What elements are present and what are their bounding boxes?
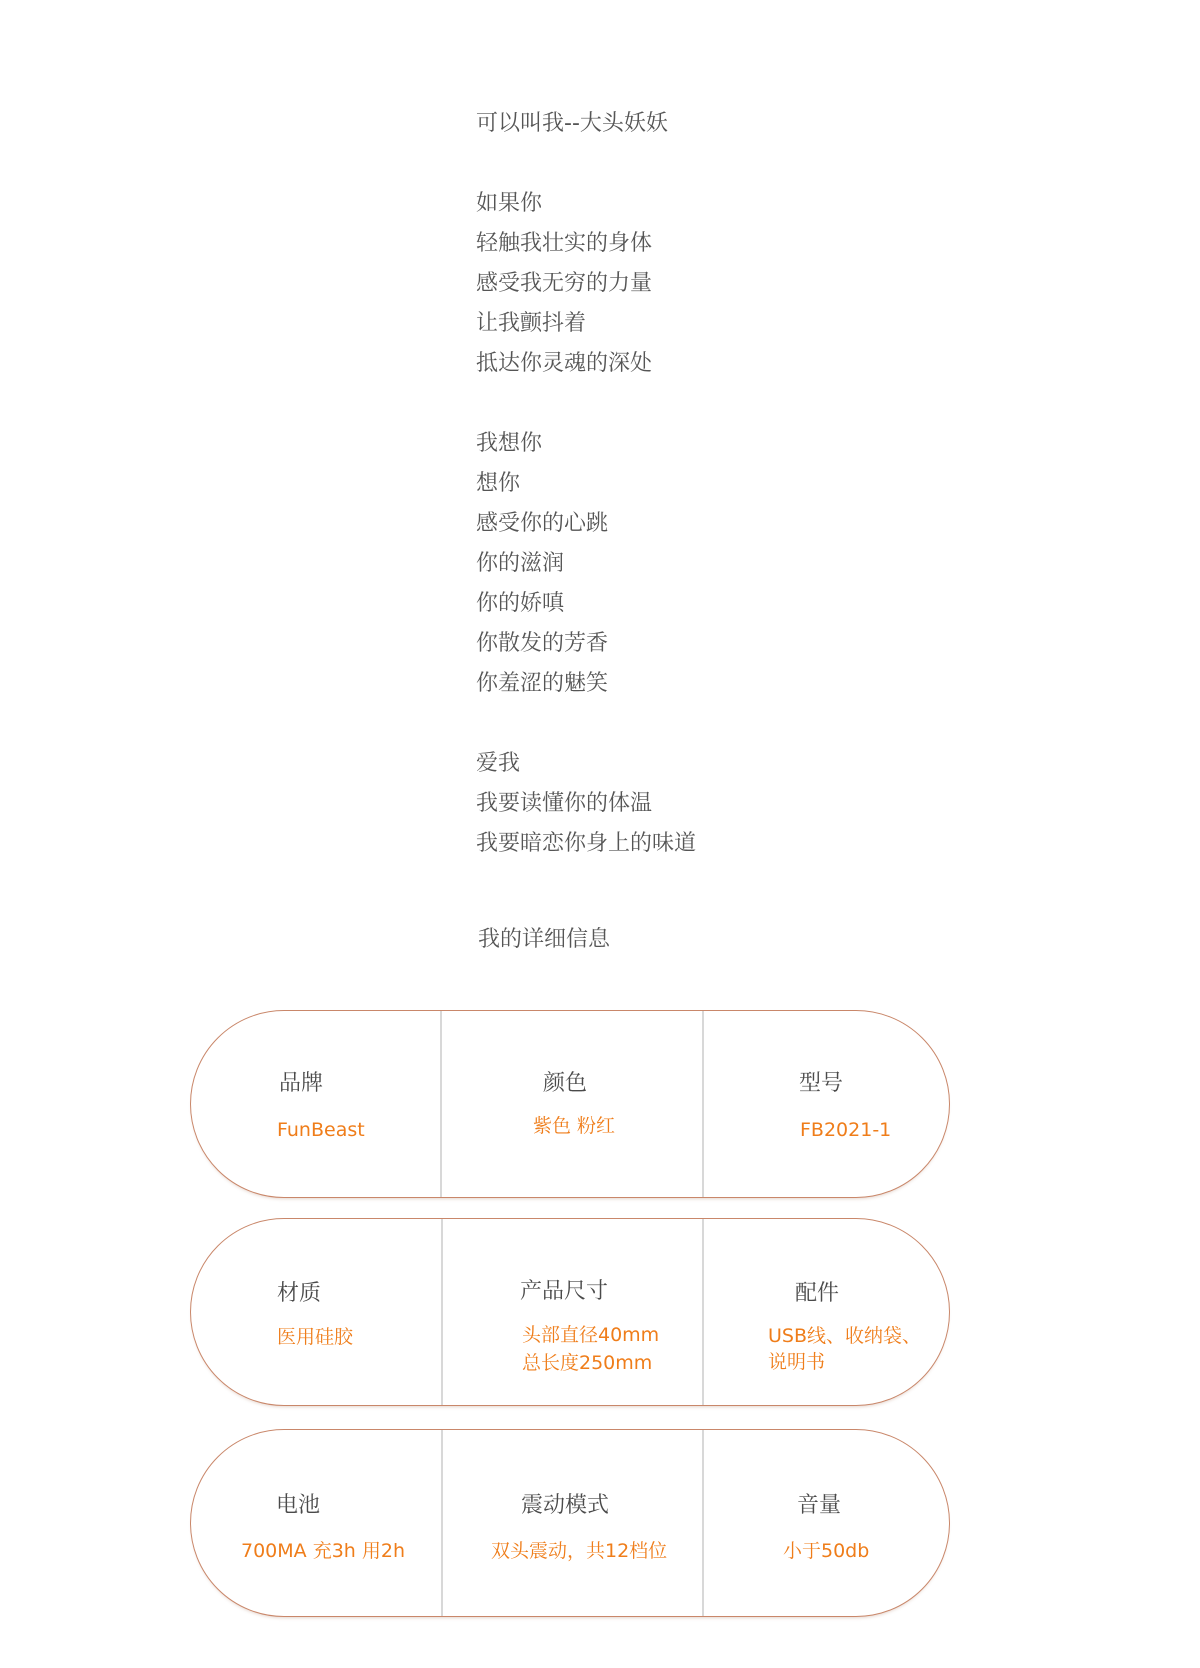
brand-label: 品牌	[279, 1071, 324, 1096]
poem-line: 你散发的芳香	[476, 631, 609, 656]
color-label: 颜色	[543, 1071, 588, 1096]
material-value: 医用硅胶	[277, 1326, 354, 1348]
poem-line: 让我颤抖着	[476, 311, 587, 336]
vibration-mode-value: 双头震动，共12档位	[491, 1540, 668, 1562]
details-row-basic	[190, 1010, 950, 1198]
column-divider	[441, 1219, 443, 1405]
poem-line: 如果你	[476, 191, 543, 216]
accessories-value-line1: USB线、收纳袋、	[768, 1325, 922, 1347]
vibration-mode-label: 震动模式	[521, 1493, 610, 1518]
poem-line: 你的娇嗔	[476, 591, 565, 616]
column-divider	[441, 1430, 443, 1616]
column-divider	[440, 1011, 442, 1197]
accessories-label: 配件	[795, 1281, 840, 1306]
brand-value: FunBeast	[277, 1119, 365, 1141]
details-title: 我的详细信息	[478, 927, 611, 952]
column-divider	[702, 1219, 704, 1405]
details-row-material	[190, 1218, 950, 1406]
model-label: 型号	[799, 1071, 844, 1096]
poem	[476, 104, 1076, 864]
poem-line: 我要读懂你的体温	[476, 791, 653, 816]
volume-value: 小于50db	[783, 1540, 870, 1562]
poem-line: 你的滋润	[476, 551, 565, 576]
battery-label: 电池	[276, 1493, 321, 1518]
poem-line: 你羞涩的魅笑	[476, 671, 609, 696]
poem-line: 感受你的心跳	[476, 511, 609, 536]
column-divider	[702, 1011, 704, 1197]
size-label: 产品尺寸	[520, 1279, 609, 1304]
poem-line: 爱我	[476, 751, 521, 776]
accessories-value-line2: 说明书	[768, 1351, 826, 1373]
model-value: FB2021-1	[800, 1119, 892, 1141]
size-value-line2: 总长度250mm	[522, 1352, 653, 1374]
material-label: 材质	[277, 1281, 322, 1306]
poem-line: 抵达你灵魂的深处	[476, 351, 653, 376]
volume-label: 音量	[797, 1493, 842, 1518]
poem-line: 轻触我壮实的身体	[476, 231, 653, 256]
poem-line: 感受我无穷的力量	[476, 271, 653, 296]
poem-line: 想你	[476, 471, 521, 496]
details-row-battery	[190, 1429, 950, 1617]
battery-value: 700MA 充3h 用2h	[241, 1540, 405, 1562]
column-divider	[702, 1430, 704, 1616]
poem-line: 我要暗恋你身上的味道	[476, 831, 697, 856]
size-value-line1: 头部直径40mm	[522, 1324, 660, 1346]
poem-intro: 可以叫我--大头妖妖	[476, 111, 668, 136]
color-value: 紫色 粉红	[533, 1115, 616, 1137]
poem-line: 我想你	[476, 431, 543, 456]
